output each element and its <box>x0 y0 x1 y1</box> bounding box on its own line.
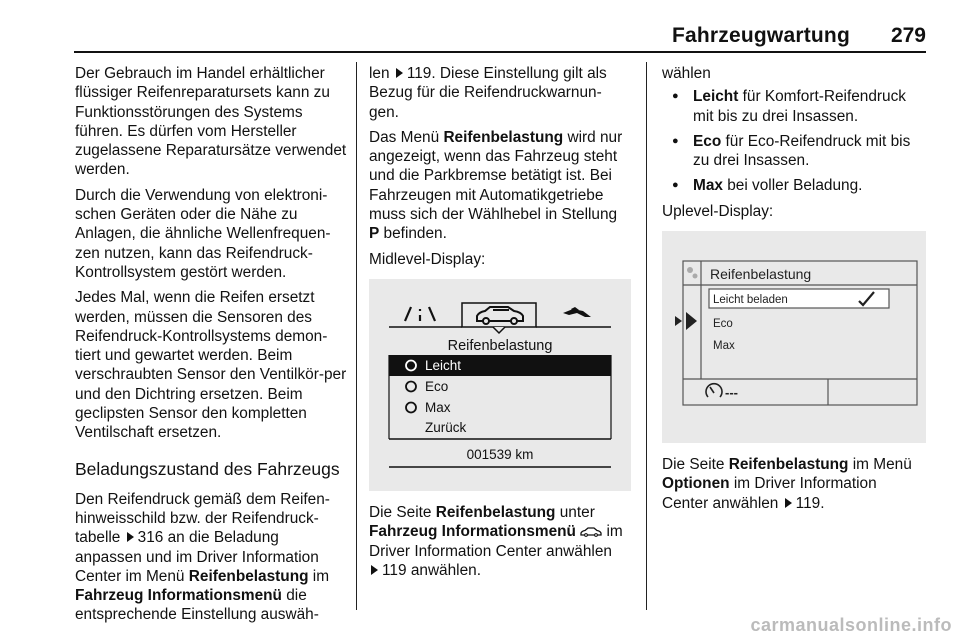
column-2 <box>369 64 631 586</box>
figure-label: Midlevel-Display: <box>369 250 486 268</box>
page-reference-arrow-icon <box>127 532 134 542</box>
uplevel-display-illustration <box>662 231 926 443</box>
radio-icon <box>406 402 416 412</box>
menu-name: Fahrzeug Informationsmenü <box>75 587 282 605</box>
gauge-icon <box>706 384 722 397</box>
list-item: ● Leicht für Komfort-Reifendruck mit bis zu drei Insassen. <box>662 87 927 126</box>
midlevel-display-svg <box>369 279 631 491</box>
tab-pointer <box>493 327 505 333</box>
watermark: carmanualsonline.info <box>750 615 952 635</box>
service-icon <box>687 267 698 279</box>
section-heading: Beladungszustand des Fahrzeugs <box>75 458 340 479</box>
page-reference-link[interactable]: 316 <box>137 529 164 547</box>
menu-name: Reifenbelastung <box>435 503 556 521</box>
tire-road-icon <box>405 307 435 321</box>
display-title: Reifenbelastung <box>710 266 812 283</box>
midlevel-display-illustration <box>369 279 631 491</box>
page-header <box>0 0 960 56</box>
page-reference-arrow-icon <box>785 498 792 508</box>
paragraph: Den Reifendruck gemäß dem Reifen-hinweisschild bzw. der Reifendruck-tabelle 316 an die Beladung anpassen und im Driver Information Center im Menü Reifenbelastung im Fahrzeug Informationsmenü die entsprechende Einstellung auswäh- <box>75 490 330 624</box>
back-option: Zurück <box>425 419 467 435</box>
paragraph: wählen <box>662 65 711 82</box>
gear-position: P <box>369 225 380 243</box>
option-label: Leicht <box>425 357 462 373</box>
header-rule <box>74 51 926 53</box>
paragraph: Die Seite Reifenbelastung im Menü Optionen im Driver Information Center anwählen 119. <box>662 456 912 512</box>
right-arrow-icon <box>686 312 697 330</box>
column-1 <box>75 64 347 631</box>
option-label: Leicht beladen <box>713 294 788 307</box>
menu-name: Reifenbelastung <box>188 567 309 585</box>
paragraph: len 119. Diese Einstellung gilt als Bezug für die Reifendruckwarnun-gen. <box>369 65 607 121</box>
column-3 <box>662 64 927 519</box>
page-title: Fahrzeugwartung <box>671 24 850 47</box>
load-options-list <box>662 87 927 195</box>
car-icon <box>580 527 602 537</box>
page-reference-arrow-icon <box>371 565 378 575</box>
service-wrench-icon <box>563 307 591 317</box>
menu-name: Reifenbelastung <box>728 456 849 474</box>
page-number: 279 <box>890 24 926 47</box>
paragraph: Das Menü Reifenbelastung wird nur angezeigt, wenn das Fahrzeug steht und die Parkbremse betätigt ist. Bei Fahrzeugen mit Automatikgetriebe muss sich der Wählhebel in Stellung P befinden. <box>369 128 623 243</box>
figure-label: Uplevel-Display: <box>662 202 774 220</box>
page-reference-link[interactable]: 119 <box>406 65 432 82</box>
paragraph: Die Seite Reifenbelastung unter Fahrzeug Informationsmenü im Driver Information Center anwählen 119 anwählen. <box>369 503 623 579</box>
option-label: Eco <box>425 378 449 394</box>
menu-name: Optionen <box>662 475 730 493</box>
menu-name: Fahrzeug Informationsmenü <box>369 523 576 541</box>
option-label: Max <box>713 340 735 353</box>
option-label: Eco <box>713 318 733 331</box>
page-reference-arrow-icon <box>396 68 403 78</box>
paragraph: Durch die Verwendung von elektroni-schen Geräten oder die Nähe zu Anlagen, die ähnliche Wellenfrequen-zen nutzen, kann das Reifendruck-Kontrollsystem gestört werden. <box>75 186 331 281</box>
paragraph: Der Gebrauch im Handel erhältlicher flüssiger Reifenreparatursets kann zu Funktionsstörungen des Systems führen. Es dürfen vom Hersteller zugelassene Reparatursätze verwendet werden. <box>75 65 347 179</box>
menu-name: Reifenbelastung <box>443 128 564 146</box>
radio-icon <box>406 381 416 391</box>
page-reference-link[interactable]: 119 <box>795 494 821 512</box>
column-divider <box>356 62 357 610</box>
left-arrow-icon <box>675 316 682 326</box>
option-label: Max <box>425 399 451 415</box>
display-title: Reifenbelastung <box>447 337 553 354</box>
column-divider <box>646 62 647 610</box>
selected-row-highlight <box>389 355 611 376</box>
uplevel-display-svg <box>662 231 926 443</box>
odometer-readout: 001539 km <box>466 446 534 462</box>
footer-value: --- <box>725 385 738 401</box>
page-reference-link[interactable]: 119 <box>382 561 407 579</box>
list-item: ● Max bei voller Beladung. <box>662 176 927 195</box>
car-icon <box>477 307 523 324</box>
paragraph: Jedes Mal, wenn die Reifen ersetzt werden, müssen die Sensoren des Reifendruck-Kontrollsystems demon-tiert und gewartet werden. Beim verschraubten Sensor den Ventilkör-per und den Dichtring ersetzen. Beim geclipsten Sensor den kompletten Ventilschaft ersetzen. <box>75 289 347 442</box>
list-item: ● Eco für Eco-Reifendruck mit bis zu drei Insassen. <box>662 132 927 171</box>
